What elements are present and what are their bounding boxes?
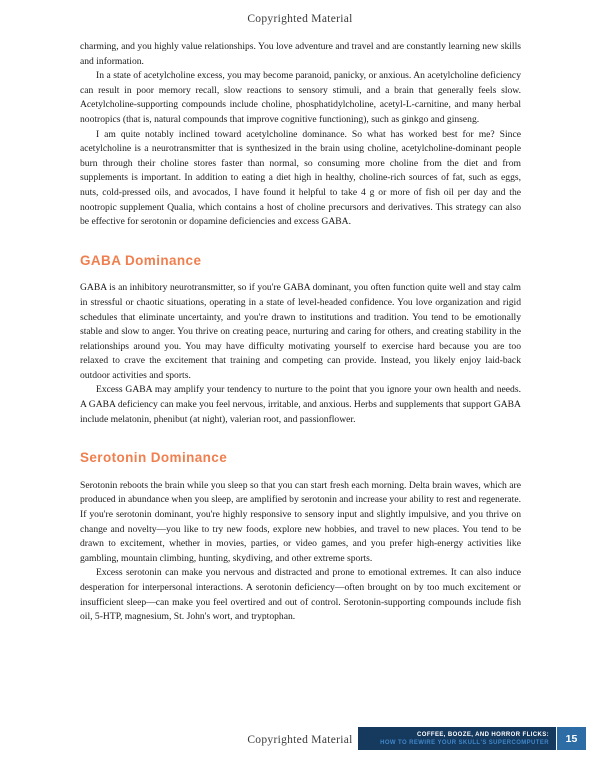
footer-title-bar bbox=[358, 727, 556, 750]
page-content bbox=[80, 40, 521, 625]
paragraph-gaba-excess-deficiency: Excess GABA may amplify your tendency to nurture to the point that you ignore your own health and needs. A GABA deficiency can make you feel nervous, irritable, and anxious. Herbs and supplements that support GABA include melatonin, phenibut (at night), valerian root, and passionflower. bbox=[80, 384, 521, 425]
paragraph-gaba-description: GABA is an inhibitory neurotransmitter, so if you're GABA dominant, you often function quite well and stay calm in stressful or chaotic situations, operating in a state of level-headed confidence. You love organization and rigid schedules that eliminate uncertainty, and you're drawn to institutions and tradition. You tend to be emotionally stable and slow to anger. You thrive on creating peace, nurturing and caring for others, and creating stability in the relationships around you. You may have difficulty motivating yourself to exercise hard because you are too relaxed to crave the excitement that training and competing can provide. Instead, you likely enjoy laid-back outdoor activities and sports. bbox=[80, 282, 521, 381]
paragraph-acetylcholine-excess: In a state of acetylcholine excess, you may become paranoid, panicky, or anxious. An acetylcholine deficiency can result in poor memory recall, slow reactions to sensory stimuli, and a brain that generally feels slow. Acetylcholine-supporting compounds include choline, phosphatidylcholine, acetyl-L-carnitine, and many herbal nootropics (that is, natural compounds that improve cognitive functioning), such as ginkgo and ginseng. bbox=[80, 70, 521, 125]
paragraph-serotonin-excess-deficiency: Excess serotonin can make you nervous and distracted and prone to emotional extremes. It can also induce desperation for interpersonal interactions. A serotonin deficiency—often brought on by too much excitement or insufficient sleep—can make you feel overtired and out of control. Serotonin-supporting compounds include fish oil, 5-HTP, magnesium, St. John's wort, and tryptophan. bbox=[80, 567, 521, 623]
footer-title-line2: HOW TO REWIRE YOUR SKULL'S SUPERCOMPUTER bbox=[380, 740, 549, 746]
paragraph-acetylcholine-personal: I am quite notably inclined toward acetylcholine dominance. So what has worked best for me? Since acetylcholine is a neurotransmitter that is synthesized in the brain using choline, acetylcholine-dominant people burn through their choline stores faster than normal, so consuming more choline from the diet and from supplements is important. In addition to eating a diet high in healthy, choline-rich sources of fat, such as eggs, nuts, cold-pressed oils, and avocados, I have found it helpful to take 4 g or more of fish oil per day and the nootropic supplement Qualia, which contains a host of choline precursors and derivatives. This strategy can also be effective for serotonin or dopamine deficiencies and excess GABA. bbox=[80, 128, 521, 228]
page-number: 15 bbox=[557, 727, 586, 750]
paragraph-serotonin-description: Serotonin reboots the brain while you sleep so that you can start fresh each morning. Delta brain waves, which are produced in abundance when you sleep, are amplified by serotonin and increase your ability to rest and regenerate. If you're serotonin dominant, you're highly responsive to sensory input and slightly impulsive, and you thrive on change and novelty—you like to try new foods, explore new hobbies, and travel to new places. You tend to be drawn to excitement, whether in movies, parties, or video games, and you prefer high-energy activities like gambling, mountain climbing, hunting, skydiving, and other extreme sports. bbox=[80, 479, 521, 564]
paragraph-intro-continuation: charming, and you highly value relationships. You love adventure and travel and are constantly learning new skills and information. bbox=[80, 41, 521, 67]
footer-watermark: Copyrighted Material bbox=[247, 734, 353, 746]
section-heading-gaba-dominance: GABA Dominance bbox=[80, 252, 202, 268]
footer-title-line1: COFFEE, BOOZE, AND HORROR FLICKS: bbox=[417, 732, 549, 738]
header-watermark: Copyrighted Material bbox=[247, 13, 353, 25]
section-heading-serotonin-dominance: Serotonin Dominance bbox=[80, 450, 228, 466]
